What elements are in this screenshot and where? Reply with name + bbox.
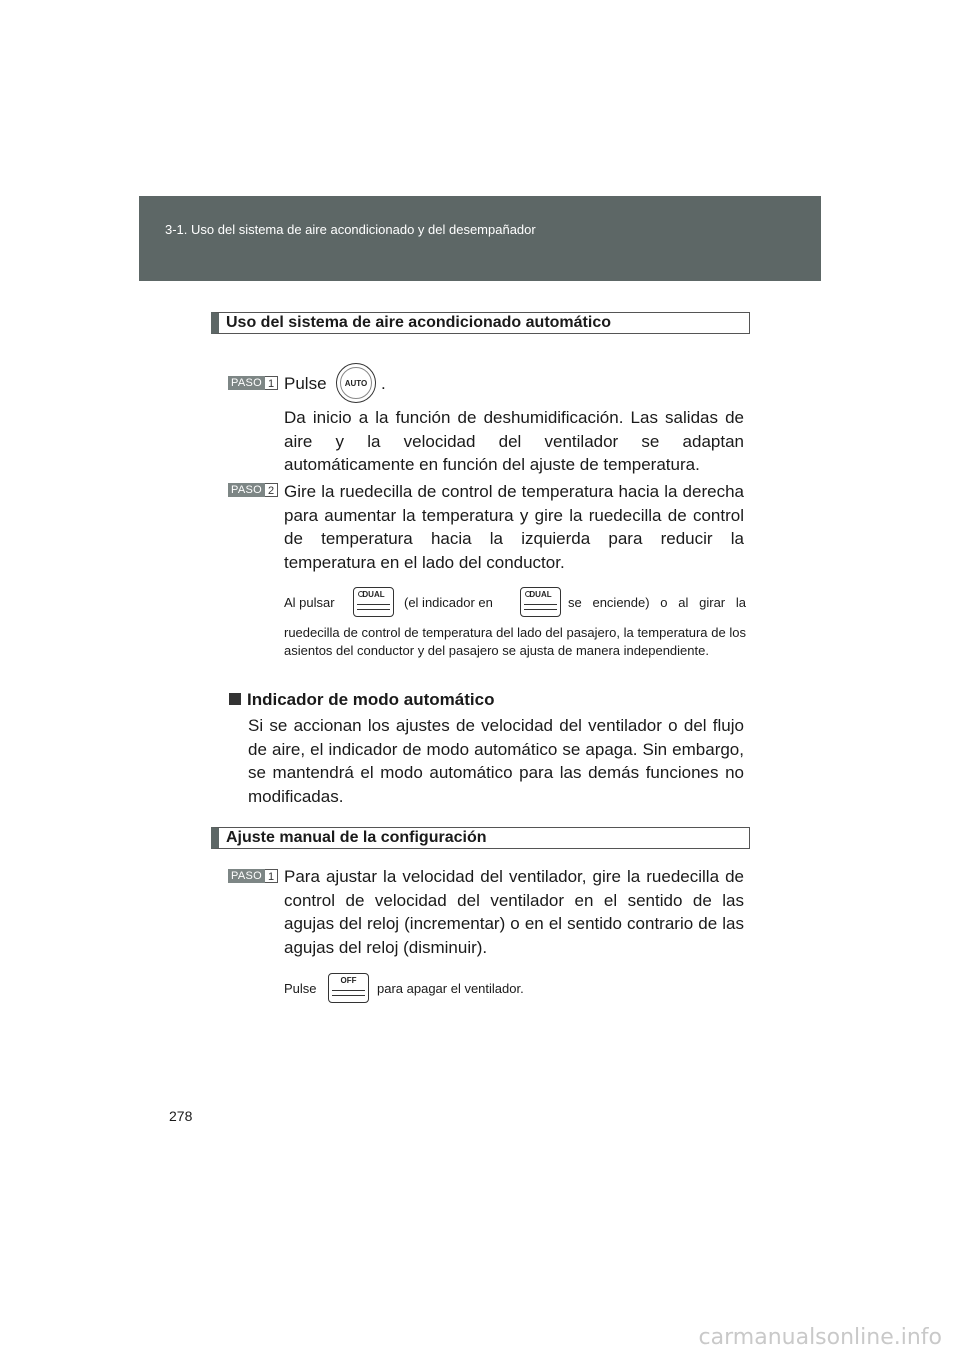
subsection-title: Indicador de modo automático: [247, 690, 495, 709]
step-description: Para ajustar la velocidad del ventilador, gire la ruedecilla de control de velocidad del ventilador en el sentido de las agujas del reloj (incrementar) o en el sentido contrario de las agujas del reloj (disminuir).: [284, 867, 744, 957]
note-text: Al pulsar: [284, 595, 335, 610]
page-number: 278: [169, 1108, 193, 1124]
note-text: se enciende) o al girar la: [568, 595, 746, 610]
auto-button-icon: [336, 363, 376, 403]
dual-button-icon: [520, 587, 561, 617]
step-lead-text: Pulse: [284, 374, 327, 393]
section-title: Uso del sistema de aire acondicionado automático: [226, 314, 611, 331]
button-line: [524, 609, 557, 610]
button-line: [357, 604, 390, 605]
button-line: [332, 990, 365, 991]
dual-button-icon: [353, 587, 394, 617]
step-badge-word: PASO: [228, 483, 265, 497]
step-badge-word: PASO: [228, 376, 265, 390]
section-heading: [211, 312, 750, 334]
dual-button-label: DUAL: [529, 590, 552, 599]
step-badge-word: PASO: [228, 869, 265, 883]
step-badge-number: 1: [265, 376, 278, 390]
subsection-heading: [229, 690, 494, 710]
section-heading: [211, 827, 750, 849]
off-button-icon: [328, 973, 369, 1003]
note-text: Pulse: [284, 981, 317, 996]
section-title: Ajuste manual de la configuración: [226, 829, 487, 846]
note-continuation: ruedecilla de control de temperatura del lado del pasajero, la temperatura de los asientos del conductor y del pasajero se ajusta de manera independiente.: [284, 625, 746, 658]
step-badge: [228, 869, 278, 883]
dual-button-label: DUAL: [362, 590, 385, 599]
button-line: [332, 995, 365, 996]
off-button-label: OFF: [340, 976, 357, 985]
note-text: (el indicador en: [404, 595, 493, 610]
button-line: [357, 609, 390, 610]
note-text: para apagar el ventilador.: [377, 981, 524, 996]
watermark: carmanualsonline.info: [698, 1325, 942, 1350]
step-description: Da inicio a la función de deshumidificación. Las salidas de aire y la velocidad del ventilador se adaptan automáticamente en función del ajuste de temperatura.: [284, 408, 744, 474]
button-line: [524, 604, 557, 605]
step-description: Gire la ruedecilla de control de temperatura hacia la derecha para aumentar la temperatura y gire la ruedecilla de control de temperatura hacia la izquierda para reducir la temperatura en el lado del conductor.: [284, 482, 744, 572]
square-bullet-icon: [229, 693, 241, 705]
header-bar: [139, 196, 821, 281]
auto-button-label: AUTO: [340, 367, 372, 399]
breadcrumb: 3-1. Uso del sistema de aire acondicionado y del desempañador: [165, 222, 536, 237]
subsection-text: Si se accionan los ajustes de velocidad del ventilador o del flujo de aire, el indicador de modo automático se apaga. Sin embargo, se mantendrá el modo automático para las demás funciones no modificadas.: [248, 716, 744, 806]
step-trailing-text: .: [381, 374, 386, 393]
step-badge: [228, 376, 278, 390]
step-badge: [228, 483, 278, 497]
step-badge-number: 1: [265, 869, 278, 883]
step-badge-number: 2: [265, 483, 278, 497]
